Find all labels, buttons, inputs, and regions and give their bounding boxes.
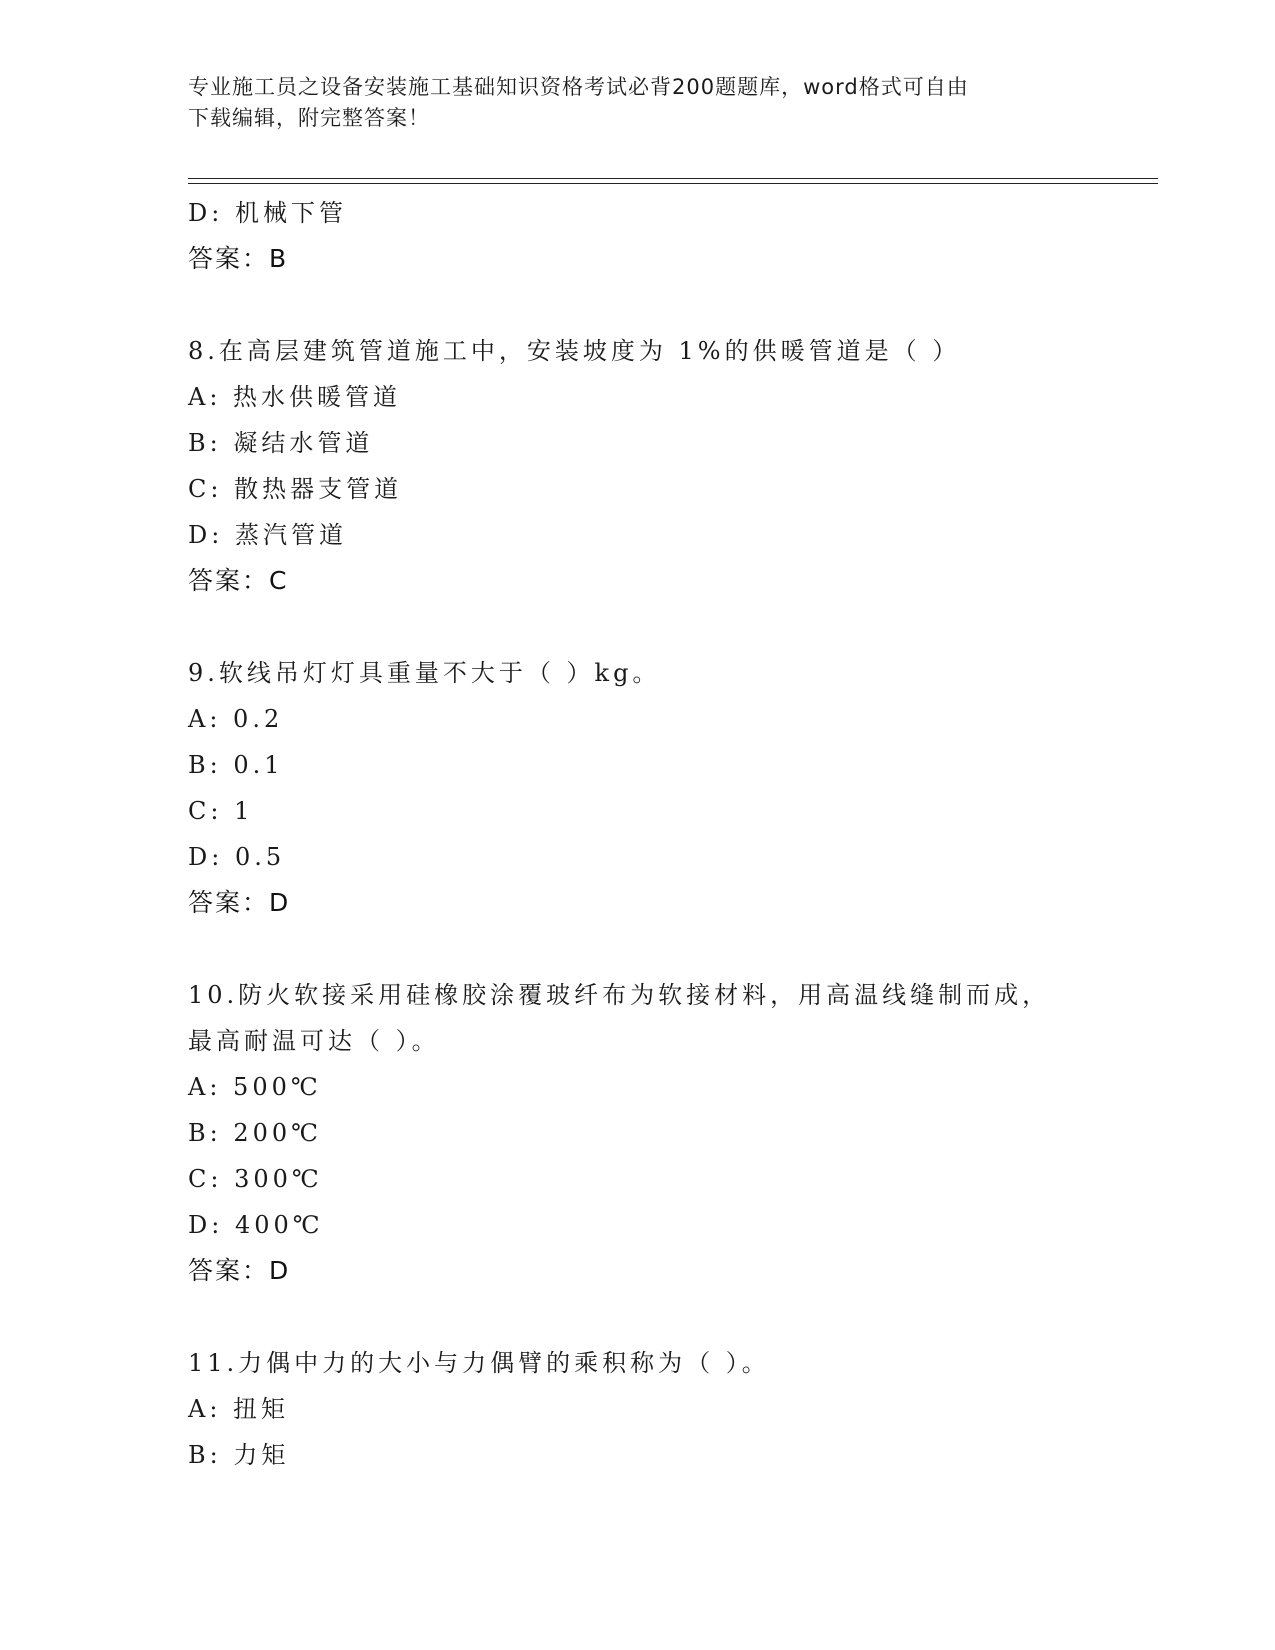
- header-divider-bottom: [188, 183, 1158, 184]
- q9-option-a: A: 0.2: [188, 705, 284, 733]
- q9-option-c: C: 1: [188, 797, 254, 825]
- question-7-tail: [188, 190, 1088, 282]
- q7-option-d: D: 机械下管: [188, 199, 347, 227]
- header-divider-top: [188, 178, 1158, 179]
- q7-answer: 答案：B: [188, 244, 289, 273]
- q10-stem-line-1: 10.防火软接采用硅橡胶涂覆玻纤布为软接材料，用高温线缝制而成，: [188, 981, 1051, 1009]
- header-line-2: 下载编辑，附完整答案！: [188, 106, 430, 130]
- q8-option-b: B: 凝结水管道: [188, 429, 374, 457]
- spacer: [188, 1294, 1088, 1340]
- q11-stem: 11.力偶中力的大小与力偶臂的乘积称为（ ）。: [188, 1349, 770, 1377]
- q8-stem: 8.在高层建筑管道施工中，安装坡度为 1%的供暖管道是（ ）: [188, 337, 961, 365]
- q10-stem-line-2: 最高耐温可达（ ）。: [188, 1027, 440, 1055]
- q10-option-c: C: 300℃: [188, 1165, 323, 1193]
- question-10: [188, 972, 1088, 1294]
- question-11: [188, 1340, 1088, 1478]
- q11-option-a: A: 扭矩: [188, 1395, 290, 1423]
- q8-option-c: C: 散热器支管道: [188, 475, 403, 503]
- question-8: [188, 328, 1088, 604]
- spacer: [188, 282, 1088, 328]
- q8-option-a: A: 热水供暖管道: [188, 383, 402, 411]
- spacer: [188, 926, 1088, 972]
- spacer: [188, 604, 1088, 650]
- q10-option-d: D: 400℃: [188, 1211, 324, 1239]
- q9-stem: 9.软线吊灯灯具重量不大于（ ）kg。: [188, 659, 661, 687]
- q10-answer: 答案：D: [188, 1256, 291, 1285]
- q9-option-d: D: 0.5: [188, 843, 286, 871]
- header-line-1: 专业施工员之设备安装施工基础知识资格考试必背200题题库，word格式可自由: [188, 75, 969, 99]
- q10-option-b: B: 200℃: [188, 1119, 323, 1147]
- q9-answer: 答案：D: [188, 888, 291, 917]
- q8-answer: 答案：C: [188, 566, 289, 595]
- q9-option-b: B: 0.1: [188, 751, 284, 779]
- q10-option-a: A: 500℃: [188, 1073, 322, 1101]
- question-9: [188, 650, 1088, 926]
- q8-option-d: D: 蒸汽管道: [188, 521, 347, 549]
- document-header: [188, 72, 1068, 134]
- q11-option-b: B: 力矩: [188, 1441, 290, 1469]
- question-list: [188, 190, 1088, 1478]
